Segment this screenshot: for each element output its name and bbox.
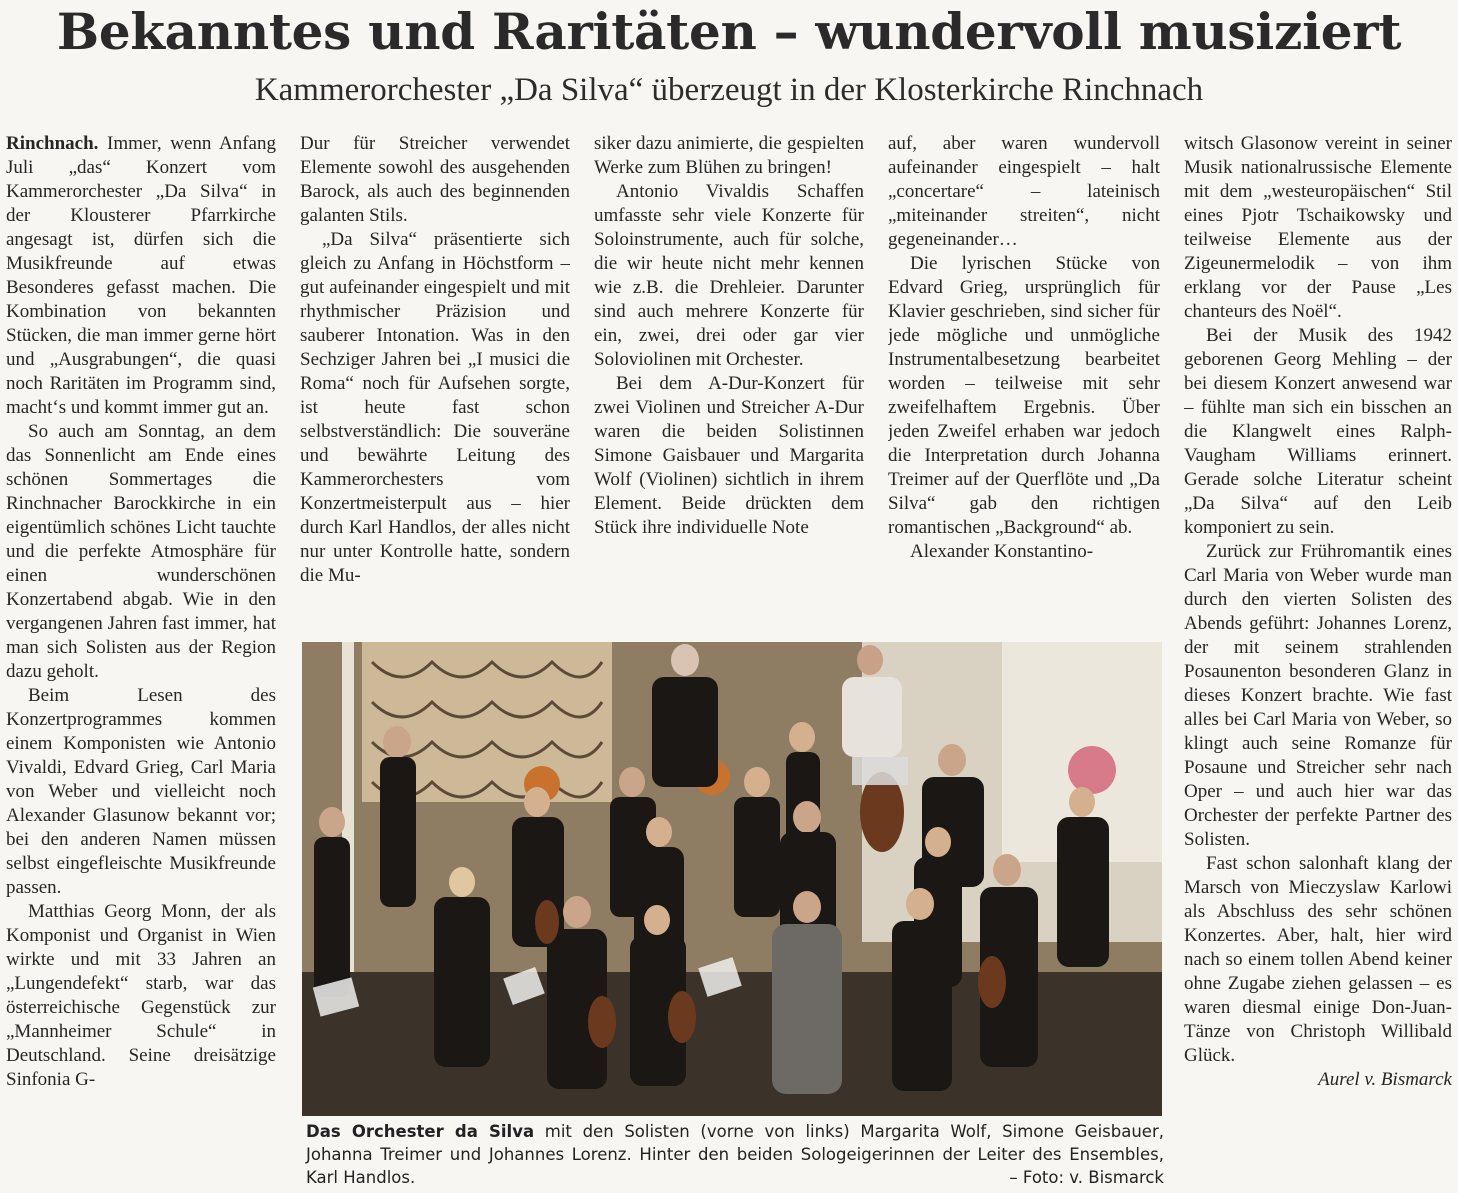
article-column-2	[300, 132, 570, 632]
paragraph: auf, aber waren wundervoll aufeinander eingespielt – halt „concertare“ – lateinisch „miteinander streiten“, nicht gegeneinander…	[888, 133, 1160, 250]
headline: Bekanntes und Raritäten – wundervoll musiziert	[56, 2, 1402, 61]
paragraph-text: Immer, wenn Anfang Juli „das“ Konzert vom Kammerorchester „Da Silva“ in der Klousterer Pfarrkirche angesagt ist, dürfen sich die Musikfreunde auf etwas Besonderes gefasst machen. Die Kombination von bekannten Stücken, die man immer gerne hört und „Ausgrabungen“, die quasi noch Raritäten im Programm sind, macht‘s und kommt immer gut an.	[6, 133, 276, 418]
paragraph: „Da Silva“ präsentierte sich gleich zu Anfang in Höchstform – gut aufeinander eingespielt und mit rhythmischer Präzision und sauberer Intonation. Was in den Sechziger Jahren bei „I musici die Roma“ noch für Aufsehen sorgte, ist heute fast schon selbstverständlich: Die souveräne und bewährte Leitung des Kammerorchesters vom Konzertmeisterpult aus – hier durch Karl Handlos, der alles nicht nur unter Kontrolle hatte, sondern die Mu-	[300, 229, 570, 586]
paragraph: witsch Glasonow vereint in seiner Musik nationalrussische Elemente mit dem „westeuropäischen“ Stil eines Pjotr Tschaikowsky und teilweise Elemente aus der Zigeunermelodik – von ihm erklang vor der Pause „Les chanteurs des Noël“.	[1184, 133, 1452, 322]
photo-illustration	[302, 642, 1162, 1116]
caption-text: mit den Solisten (vorne von links) Margarita Wolf, Simone Geisbauer, Johanna Treimer und Johannes Lorenz. Hinter den beiden Sologeigerinnen der Leiter des Ensembles, Karl Handlos.	[306, 1122, 1164, 1187]
orchestra-photo	[302, 642, 1162, 1116]
paragraph: Fast schon salonhaft klang der Marsch von Mieczyslaw Karlowi als Abschluss des sehr schönen Konzertes. Aber, halt, hier wird nach so einem tollen Abend keiner ohne Zugabe ziehen gelassen – es waren diesmal einige Don-Juan-Tänze von Christoph Willibald Glück.	[1184, 853, 1452, 1066]
photo-caption	[306, 1120, 1164, 1190]
paragraph	[6, 132, 276, 420]
paragraph: Zurück zur Frühromantik eines Carl Maria von Weber wurde man durch den vierten Solisten des Abends geführt: Johannes Lorenz, der mit seinem strahlenden Posaunenton besonderen Glanz in dieses Konzert brachte. Wie fast alles bei Carl Maria von Weber, so klingt auch seine Romanze für Posaune und Streicher sehr nach Oper – und auch hier war das Orchester der perfekte Partner des Solisten.	[1184, 541, 1452, 850]
paragraph: So auch am Sonntag, an dem das Sonnenlicht am Ende eines schönen Sommertages die Rinchnacher Barockkirche in ein eigentümlich schönes Licht tauchte und die perfekte Atmosphäre für einen wunderschönen Konzertabend abgab. Wie in den vergangenen Jahren fast immer, hat man sich Solisten aus der Region dazu geholt.	[6, 421, 276, 682]
paragraph: Dur für Streicher verwendet Elemente sowohl des ausgehenden Barock, als auch des beginnenden galanten Stils.	[300, 133, 570, 226]
paragraph: Matthias Georg Monn, der als Komponist und Organist in Wien wirkte und mit 33 Jahren an „Lungendefekt“ starb, war das österreichische Gegenstück zur „Mannheimer Schule“ in Deutschland. Seine dreisätzige Sinfonia G-	[6, 901, 276, 1090]
paragraph: siker dazu animierte, die gespielten Werke zum Blühen zu bringen!	[594, 133, 864, 178]
author-byline: Aurel v. Bismarck	[1318, 1069, 1452, 1090]
paragraph: Bei dem A-Dur-Konzert für zwei Violinen und Streicher A-Dur waren die beiden Solistinnen Simone Gaisbauer und Margarita Wolf (Violinen) sichtlich in ihrem Element. Beide drückten dem Stück ihre individuelle Note	[594, 373, 864, 538]
subheadline: Kammerorchester „Da Silva“ überzeugt in der Klosterkirche Rinchnach	[254, 72, 1204, 108]
paragraph: Die lyrischen Stücke von Edvard Grieg, ursprünglich für Klavier geschrieben, sind sicher für jede mögliche und unmögliche Instrumentalbesetzung bearbeitet worden – teilweise mit sehr zweifelhaftem Ergebnis. Über jeden Zweifel erhaben war jedoch die Interpretation durch Johanna Treimer auf der Querflöte und „Da Silva“ gab den richtigen romantischen „Background“ ab.	[888, 253, 1160, 538]
caption-lead: Das Orchester da Silva	[306, 1122, 535, 1141]
article-column-4	[888, 132, 1160, 632]
article-column-3	[594, 132, 864, 632]
paragraph: Alexander Konstantino-	[910, 541, 1094, 562]
paragraph: Beim Lesen des Konzertprogrammes kommen einem Komponisten wie Antonio Vivaldi, Edvard Grieg, Carl Maria von Weber und vielleicht noch Alexander Glasunow bekannt vor; bei den anderen Namen müssen selbst eingefleischte Musikfreunde passen.	[6, 685, 276, 898]
photo-credit: – Foto: v. Bismarck	[1009, 1168, 1164, 1187]
article-column-5	[1184, 132, 1452, 1192]
article-column-1	[6, 132, 276, 1192]
paragraph: Bei der Musik des 1942 geborenen Georg Mehling – der bei diesem Konzert anwesend war – fühlte man sich ein bisschen an die Klangwelt eines Ralph-Vaugham Williams erinnert. Gerade solche Literatur scheint „Da Silva“ auf den Leib komponiert zu sein.	[1184, 325, 1452, 538]
paragraph: Antonio Vivaldis Schaffen umfasste sehr viele Konzerte für Soloinstrumente, auch für solche, die wir heute nicht mehr kennen wie z.B. die Drehleier. Darunter sind auch mehrere Konzerte für ein, zwei, drei oder gar vier Soloviolinen mit Orchester.	[594, 181, 864, 370]
dateline: Rinchnach.	[6, 133, 99, 154]
